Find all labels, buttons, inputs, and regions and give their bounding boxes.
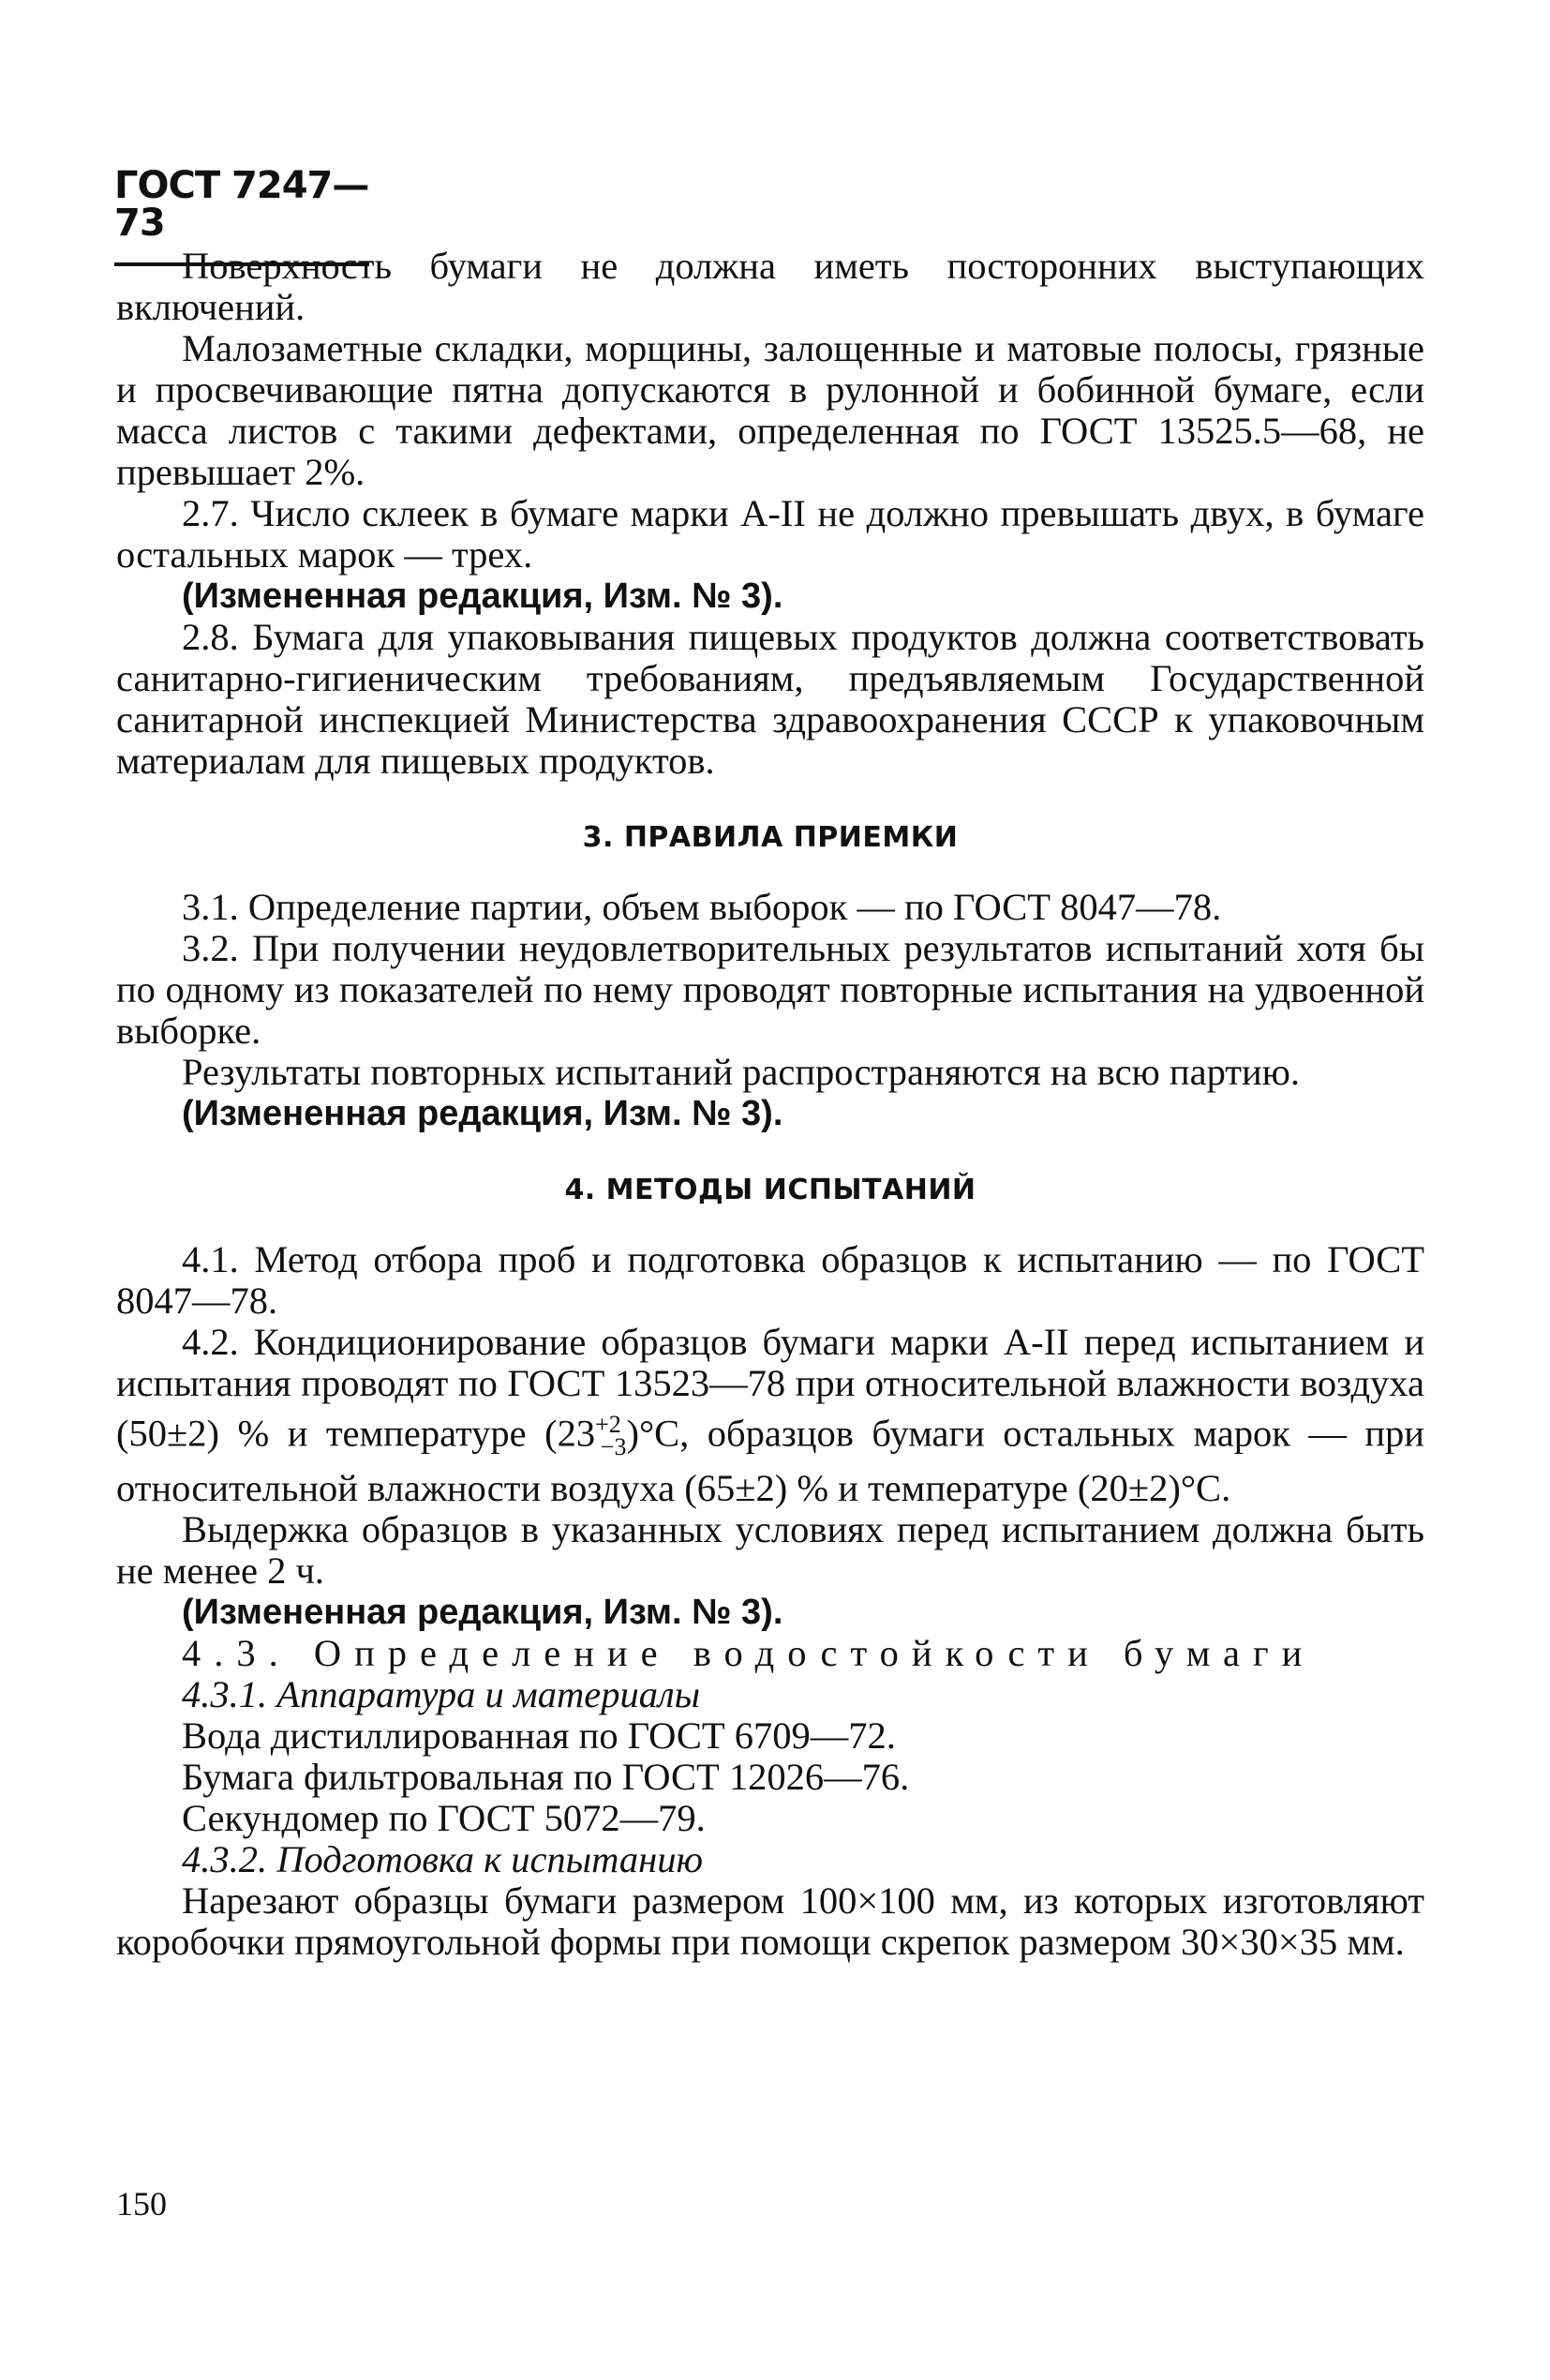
paragraph-defects: Малозаметные складки, морщины, залощенные и матовые полосы, грязные и просвечивающие пятна допускаются в рулонной и бобинной бумаге, если масса листов с такими дефектами, определенная по ГОСТ 13525.5—68, не превышает 2%. (116, 327, 1424, 493)
item-stopwatch: Секундомер по ГОСТ 5072—79. (182, 1796, 706, 1839)
paragraph-surface: Поверхность бумаги не должна иметь посторонних выступающих включений. (116, 245, 1424, 328)
section-4-heading: 4. МЕТОДЫ ИСПЫТАНИЙ (564, 1174, 976, 1206)
paragraph-3-2: 3.2. При получении неудовлетворительных результатов испытаний хотя бы по одному из показателей по нему проводят повторные испытания на удвоенной выборке. (116, 927, 1424, 1052)
paragraph-4-3-1: 4.3.1. Аппаратура и материалы (182, 1672, 701, 1715)
section-3-heading: 3. ПРАВИЛА ПРИЕМКИ (582, 821, 959, 854)
item-water: Вода дистиллированная по ГОСТ 6709—72. (182, 1714, 896, 1757)
tolerance-minus: −3 (600, 1432, 627, 1460)
paragraph-4-1: 4.1. Метод отбора проб и подготовка образцов к испытанию — по ГОСТ 8047—78. (116, 1238, 1424, 1322)
paragraph-2-7: 2.7. Число склеек в бумаге марки А-II не должно превышать двух, в бумаге остальных марок — трех. (116, 492, 1424, 576)
paragraph-4-2-part2: )°С, образцов бумаги остальных марок — при относительной влажности воздуха (65±2) % и температуре (20±2)°С. (116, 1412, 1424, 1509)
paragraph-4-3-2: 4.3.2. Подготовка к испытанию (182, 1837, 704, 1880)
paragraph-cut-samples: Нарезают образцы бумаги размером 100×100 мм, из которых изготовляют коробочки прямоугольной формы при помощи скрепок размером 30×30×35 мм. (116, 1879, 1424, 1963)
paragraph-2-8: 2.8. Бумага для упаковывания пищевых продуктов должна соответствовать санитарно-гигиеническим требованиям, предъявляемым Государственной санитарной инспекцией Министерства здравоохранения СССР к упаковочным материалам для пищевых продуктов. (116, 616, 1424, 782)
paragraph-retest: Результаты повторных испытаний распространяются на всю партию. (182, 1051, 1301, 1093)
document-header: ГОСТ 7247—73 (114, 167, 369, 266)
paragraph-conditioning: Выдержка образцов в указанных условиях перед испытанием должна быть не менее 2 ч. (116, 1507, 1424, 1592)
paragraph-4-3: 4.3. Определение водостойкости бумаги (182, 1631, 1316, 1674)
document-body (116, 246, 1424, 1963)
amendment-note: (Измененная редакция, Изм. № 3). (182, 1592, 783, 1632)
paragraph-4-2-part1: 4.2. Кондиционирование образцов бумаги марки А-II перед испытанием и испытания проводят по ГОСТ 13523—78 при относительной влажности воздуха (50±2) % и температуре (23 (116, 1321, 1424, 1455)
item-filter-paper: Бумага фильтровальная по ГОСТ 12026—76. (182, 1755, 910, 1798)
paragraph-3-1: 3.1. Определение партии, объем выборок — по ГОСТ 8047—78. (182, 886, 1222, 928)
amendment-note: (Измененная редакция, Изм. № 3). (182, 576, 783, 616)
amendment-note: (Измененная редакция, Изм. № 3). (182, 1094, 783, 1133)
tolerance-plus: +2 (595, 1411, 621, 1438)
page-number: 150 (116, 2185, 167, 2223)
paragraph-4-2 (116, 1322, 1424, 1509)
